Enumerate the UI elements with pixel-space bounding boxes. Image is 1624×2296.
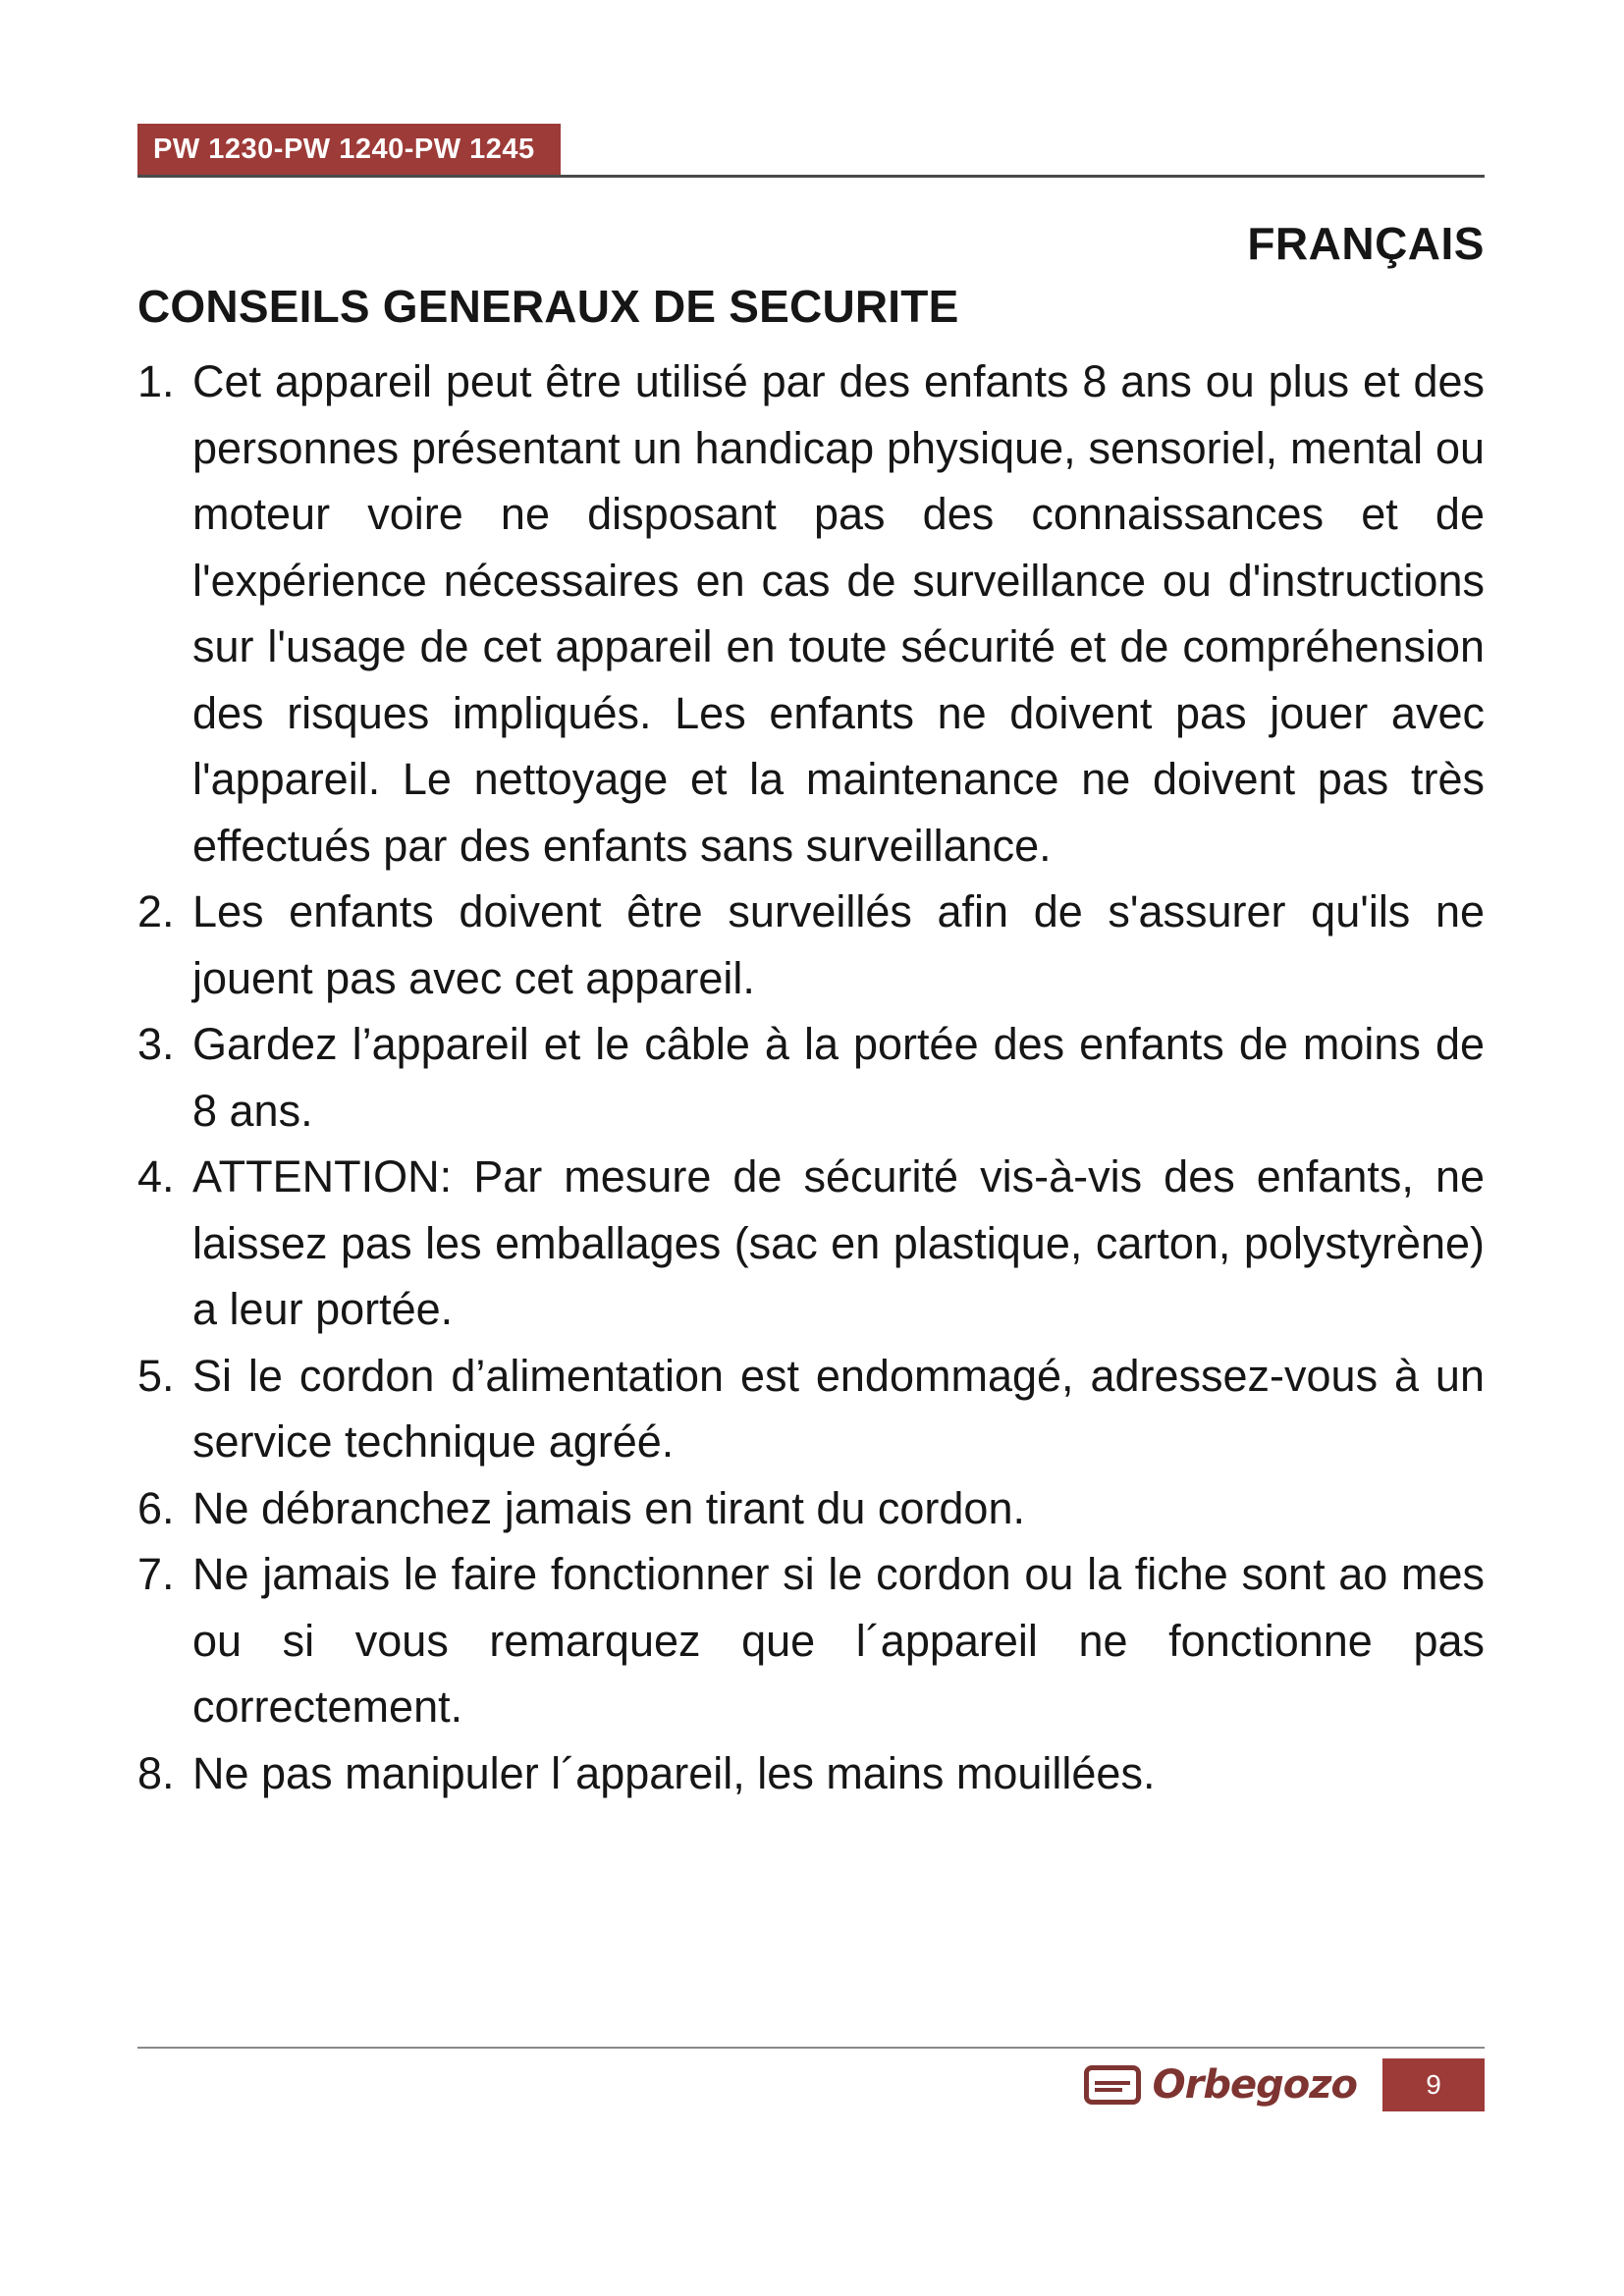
item-number: 3. [137, 1019, 175, 1069]
item-number: 2. [137, 886, 175, 936]
list-item [137, 1144, 1485, 1343]
model-badge: PW 1230-PW 1240-PW 1245 [137, 124, 561, 175]
page-footer [137, 2047, 1485, 2111]
list-item [137, 879, 1485, 1011]
brand-name: Orbegozo [1152, 2062, 1357, 2108]
list-item [137, 1475, 1485, 1542]
item-text: Cet appareil peut être utilisé par des enfants 8 ans ou plus et des personnes présentant un handicap physique, sensoriel, mental ou moteur voire ne disposant pas des connaissances et de l'expérience nécessaires en cas de surveillance ou d'instructions sur l'usage de cet appareil en toute sécurité et de compréhension des risques impliqués. Les enfants ne doivent pas jouer avec l'appareil. Le nettoyage et la maintenance ne doivent pas très effectués par des enfants sans surveillance. [192, 356, 1485, 871]
item-number: 8. [137, 1747, 175, 1798]
page-header [137, 124, 1485, 178]
item-number: 5. [137, 1350, 175, 1401]
page-number-badge: 9 [1382, 2058, 1485, 2111]
item-text: Ne débranchez jamais en tirant du cordon. [192, 1482, 1025, 1533]
list-item [137, 1541, 1485, 1740]
section-title: CONSEILS GENERAUX DE SECURITE [137, 281, 959, 332]
item-text: Gardez l’appareil et le câble à la portée des enfants de moins de 8 ans. [192, 1019, 1485, 1136]
item-text: Les enfants doivent être surveillés afin de s'assurer qu'ils ne jouent pas avec cet appareil. [192, 886, 1485, 1003]
language-heading: FRANÇAIS [1247, 218, 1485, 269]
item-text: Ne pas manipuler l´appareil, les mains mouillées. [192, 1747, 1156, 1798]
list-item [137, 1740, 1485, 1807]
list-item [137, 1011, 1485, 1144]
footer-row [137, 2058, 1485, 2111]
brand-icon [1084, 2065, 1141, 2105]
footer-divider [137, 2047, 1485, 2049]
item-text: Si le cordon d’alimentation est endommagé, adressez-vous à un service technique agréé. [192, 1350, 1485, 1467]
item-number: 7. [137, 1549, 175, 1599]
safety-instructions-list [137, 348, 1485, 1806]
item-number: 6. [137, 1482, 175, 1533]
brand-logo [1084, 2062, 1357, 2108]
list-item [137, 1343, 1485, 1475]
list-item [137, 348, 1485, 879]
item-text: ATTENTION: Par mesure de sécurité vis-à-vis des enfants, ne laissez pas les emballages (sac en plastique, carton, polystyrène) a leur portée. [192, 1151, 1485, 1334]
item-text: Ne jamais le faire fonctionner si le cordon ou la fiche sont ao mes ou si vous remarquez que l´appareil ne fonctionne pas correctement. [192, 1549, 1485, 1732]
item-number: 4. [137, 1151, 175, 1201]
item-number: 1. [137, 356, 175, 406]
